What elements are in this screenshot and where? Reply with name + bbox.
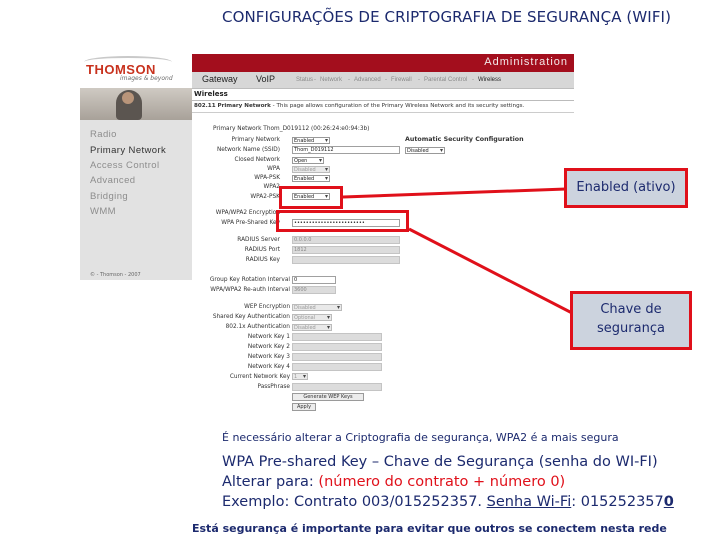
note-line-5: Está segurança é importante para evitar que outros se conectem nesta rede xyxy=(192,522,667,535)
note-line-4-prefix: Exemplo: Contrato 003/015252357. xyxy=(222,494,487,510)
psk-label: WPA Pre-Shared Key xyxy=(221,220,280,226)
section-desc-bold: 802.11 Primary Network xyxy=(194,103,271,109)
sidebar-item-access-control[interactable]: Access Control xyxy=(90,160,160,171)
radius-port-field[interactable]: 1812 xyxy=(292,246,400,254)
wep-select[interactable]: Disabled ▾ xyxy=(292,304,342,311)
note-line-4-link: Senha Wi-Fi xyxy=(486,494,572,510)
key4-label: Network Key 4 xyxy=(247,364,290,370)
subtab-advanced[interactable]: Advanced xyxy=(354,77,381,83)
copyright: © - Thomson - 2007 xyxy=(90,272,141,278)
primary-network-line: Primary Network Thom_D019112 (00:26:24:e0:94:3b) xyxy=(213,126,370,132)
shared-key-auth-select[interactable]: Optional ▾ xyxy=(292,314,332,321)
note-line-3-prefix: Alterar para: xyxy=(222,474,319,490)
auth-8021x-label: 802.1x Authentication xyxy=(225,324,290,330)
admin-label: Administration xyxy=(484,56,568,68)
auth-8021x-select[interactable]: Disabled ▾ xyxy=(292,324,332,331)
sidebar-item-bridging[interactable]: Bridging xyxy=(90,191,129,202)
radius-server-field[interactable]: 0.0.0.0 xyxy=(292,236,400,244)
ssid-field[interactable]: Thom_D019112 xyxy=(292,146,400,154)
radius-key-label: RADIUS Key xyxy=(245,257,280,263)
apply-button[interactable]: Apply xyxy=(292,403,316,411)
passphrase-label: PassPhrase xyxy=(257,384,290,390)
current-key-select[interactable]: 1 ▾ xyxy=(292,373,308,380)
encryption-label: WPA/WPA2 Encryption xyxy=(215,210,280,216)
sidebar-item-wmm[interactable]: WMM xyxy=(90,206,116,217)
callout-label-key: Chave de segurança xyxy=(570,291,692,350)
wpa-psk-label: WPA-PSK xyxy=(254,175,280,181)
subtab-wireless[interactable]: Wireless xyxy=(478,77,502,83)
group-key-label: Group Key Rotation Interval xyxy=(209,277,290,283)
wpa-label: WPA xyxy=(267,166,280,172)
shared-key-auth-label: Shared Key Authentication xyxy=(212,314,290,320)
note-line-3-highlight: (número do contrato + número 0) xyxy=(318,474,566,490)
sidebar-item-primary-network[interactable]: Primary Network xyxy=(90,145,167,156)
auto-security-select[interactable]: Disabled ▾ xyxy=(405,147,445,154)
generate-wep-keys-button[interactable]: Generate WEP Keys xyxy=(292,393,364,401)
closed-network-select[interactable]: Open ▾ xyxy=(292,157,324,164)
psk-field[interactable]: •••••••••••••••••••••••• xyxy=(292,219,400,227)
subtab-separator: - xyxy=(418,77,420,83)
subtab-separator: - xyxy=(472,77,474,83)
callout-label-enabled: Enabled (ativo) xyxy=(564,168,688,208)
sidebar-item-radio[interactable]: Radio xyxy=(90,129,117,140)
reauth-label: WPA/WPA2 Re-auth Interval xyxy=(210,287,290,293)
wpa-select[interactable]: Disabled ▾ xyxy=(292,166,330,173)
note-line-4-value: : 015252357 xyxy=(571,494,664,510)
ssid-label: Network Name (SSID) xyxy=(216,147,280,153)
subtab-separator: - xyxy=(348,77,350,83)
note-line-4-suffix: 0 xyxy=(663,494,674,510)
subtab-status[interactable]: Status xyxy=(296,77,314,83)
current-key-label: Current Network Key xyxy=(229,374,290,380)
sidebar-item-advanced[interactable]: Advanced xyxy=(90,175,136,186)
radius-port-label: RADIUS Port xyxy=(244,247,280,253)
section-title: Wireless xyxy=(194,90,228,98)
note-line-1: É necessário alterar a Criptografia de segurança, WPA2 é a mais segura xyxy=(222,431,619,444)
connector-line-enabled xyxy=(343,189,566,197)
wpa-psk-select[interactable]: Enabled ▾ xyxy=(292,175,330,182)
note-line-2: WPA Pre-shared Key – Chave de Segurança (senha do WI-FI) xyxy=(222,454,658,470)
primary-network-select[interactable]: Enabled ▾ xyxy=(292,137,330,144)
logo-tagline: images & beyond xyxy=(120,75,173,82)
group-key-field[interactable]: 0 xyxy=(292,276,336,284)
subtab-separator: - xyxy=(314,77,316,83)
wpa2-label: WPA2 xyxy=(263,184,280,190)
auto-security-title: Automatic Security Configuration xyxy=(405,136,524,143)
key1-label: Network Key 1 xyxy=(247,334,290,340)
tab-voip[interactable]: VoIP xyxy=(256,74,276,84)
primary-network-label: Primary Network xyxy=(231,137,280,143)
wpa2-psk-select[interactable]: Enabled ▾ xyxy=(292,193,330,200)
subtab-parental-control[interactable]: Parental Control xyxy=(424,77,468,83)
wpa2-psk-label: WPA2-PSK xyxy=(250,194,280,200)
key2-label: Network Key 2 xyxy=(247,344,290,350)
key3-label: Network Key 3 xyxy=(247,354,290,360)
subtab-network[interactable]: Network xyxy=(320,77,343,83)
section-desc-text: - This page allows configuration of the Primary Wireless Network and its security settings. xyxy=(270,103,525,109)
radius-server-label: RADIUS Server xyxy=(237,237,280,243)
closed-network-label: Closed Network xyxy=(234,157,280,163)
reauth-field[interactable]: 3600 xyxy=(292,286,336,294)
connector-line-key xyxy=(409,229,574,314)
subtab-firewall[interactable]: Firewall xyxy=(391,77,412,83)
tab-gateway[interactable]: Gateway xyxy=(202,74,238,84)
wep-label: WEP Encryption xyxy=(244,304,290,310)
note-line-4 xyxy=(222,494,674,510)
logo-brand: THOMSON xyxy=(86,62,156,77)
note-line-3 xyxy=(222,474,565,490)
page-title: CONFIGURAÇÕES DE CRIPTOGRAFIA DE SEGURANÇA (WIFI) xyxy=(222,8,672,26)
subtab-separator: - xyxy=(385,77,387,83)
